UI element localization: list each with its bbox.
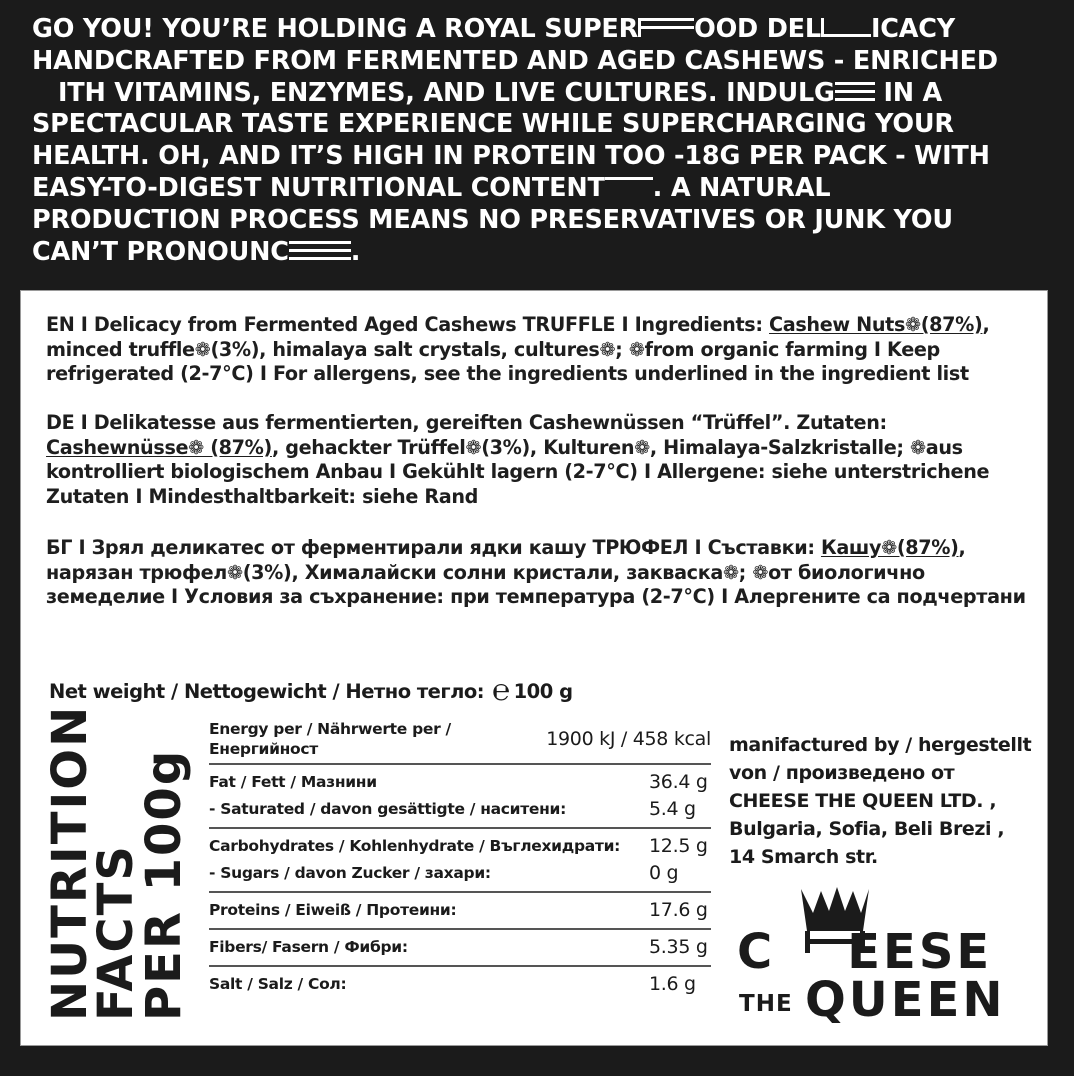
manufacturer-address: 14 Smarch str. [729, 846, 878, 868]
nutrient-label: - Saturated / davon gesättigte / наситени: [209, 800, 566, 818]
net-weight-label: Net weight / Nettogewicht / Нетно тегло: [49, 680, 485, 703]
title-nutrition: NUTRITION [42, 704, 98, 1021]
slogan-text: IN A [874, 77, 943, 108]
nutrition-group-fat [209, 765, 711, 829]
slogan-text: OOD DEL [694, 14, 821, 44]
missing-w-glyph-icon [32, 82, 58, 101]
nutrient-value: 12.5 g [649, 835, 708, 857]
nutrition-group-energy [209, 715, 711, 765]
nutrition-row [209, 934, 711, 961]
nutrient-value: 17.6 g [649, 899, 708, 921]
stripe-l-glyph-icon [821, 18, 871, 37]
energy-value: 1900 kJ / 458 kcal [546, 727, 711, 750]
energy-label-line: Energy per / Nährwerte per / [209, 720, 451, 738]
stripe-t-glyph-icon [605, 177, 653, 196]
manufacturer-info [729, 731, 1039, 871]
logo-word-cheese: C EESE [737, 924, 993, 980]
nutrition-row [209, 860, 711, 887]
ingredients-de [46, 411, 1036, 509]
nutrient-label: - Sugars / davon Zucker / захари: [209, 864, 491, 882]
ingredients-de-rest: , gehackter Trüffel❁(3%), Kulturen❁, Himalaya-Salzkristalle; ❁aus kontrolliert biologischem Anbau I Gekühlt lagern (2-7°C) I Allergene: siehe unterstrichene Zutaten I Mindesthaltbarkeit: siehe Rand [46, 435, 990, 508]
nutrition-group-carbs [209, 829, 711, 893]
ingredients-en-rest: , minced truffle❁(3%), himalaya salt crystals, cultures❁; ❁from organic farming I Keep refrigerated (2-7°C) I For allergens, see the ingredients underlined in the ingredient list [46, 313, 990, 386]
slogan-line-8 [32, 237, 1052, 269]
nutrient-label: Fibers/ Fasern / Фибри: [209, 938, 408, 956]
nutrition-table [209, 715, 711, 1002]
net-weight [49, 673, 573, 708]
allergen-underlined: Cashewnüsse❁ (87%) [46, 435, 272, 459]
title-facts: FACTS [88, 844, 144, 1021]
ingredients-bg-intro: БГ I Зрял деликатес от ферментирали ядки кашу ТРЮФЕЛ I Съставки: [46, 536, 821, 559]
nutrient-value: 5.35 g [649, 936, 708, 958]
nutrient-label: Fat / Fett / Мазнини [209, 773, 377, 791]
cheese-the-queen-logo [737, 881, 1007, 1028]
net-weight-value: 100 g [513, 680, 573, 703]
nutrition-row [209, 971, 711, 998]
slogan-text: EASY-TO-DIGEST NUTRITIONAL CONTENT [32, 172, 605, 203]
allergen-underlined: Cashew Nuts❁(87%) [769, 313, 983, 336]
stripe-e-glyph-icon [289, 241, 351, 260]
nutrition-group-salt [209, 967, 711, 1002]
stripe-f-glyph-icon [638, 18, 694, 37]
energy-label-line: Енергийност [209, 740, 318, 758]
slogan-line-1 [32, 14, 1052, 46]
nutrient-value: 36.4 g [649, 771, 708, 793]
nutrition-group-protein [209, 893, 711, 930]
manufacturer-line: manifactured by / hergestellt [729, 734, 1032, 756]
manufacturer-address: Bulgaria, Sofia, Beli Brezi , [729, 818, 1005, 840]
slogan-text: . A NATURAL [652, 172, 831, 203]
title-per-100g: PER 100g [136, 748, 192, 1021]
slogan-line-6 [32, 173, 1052, 205]
slogan-line-4: SPECTACULAR TASTE EXPERIENCE WHILE SUPERCHARGING YOUR [32, 109, 954, 140]
slogan-line-5: HEALTH. OH, AND IT’S HIGH IN PROTEIN TOO -18G PER PACK - WITH [32, 141, 990, 172]
nutrient-label: Proteins / Eiweiß / Протеини: [209, 901, 457, 919]
nutrition-group-fiber [209, 930, 711, 967]
manufacturer-name: CHEESE THE QUEEN LTD. , [729, 790, 997, 812]
nutrient-value: 5.4 g [649, 798, 696, 820]
label-panel [20, 290, 1048, 1046]
ingredients-bg [46, 536, 1036, 610]
nutrient-label: Salt / Salz / Сол: [209, 975, 347, 993]
nutrition-facts-title [42, 704, 197, 1021]
ingredients-en-intro: EN I Delicacy from Fermented Aged Cashews TRUFFLE I Ingredients: [46, 313, 770, 336]
nutrition-row [209, 796, 711, 823]
ingredients-en [46, 313, 1036, 387]
nutrition-row [209, 833, 711, 860]
slogan-line-3 [32, 78, 1052, 110]
allergen-underlined: Кашу❁(87%) [820, 536, 959, 559]
nutrition-row-energy [209, 719, 711, 759]
nutrient-label: Carbohydrates / Kohlenhydrate / Въглехидрати: [209, 837, 621, 855]
slogan-text: . [350, 236, 361, 267]
energy-label [209, 719, 451, 759]
slogan-text: GO YOU! YOU’RE HOLDING A ROYAL SUPER [32, 14, 639, 44]
slogan-text: ICACY [870, 14, 956, 44]
slogan-line-7: PRODUCTION PROCESS MEANS NO PRESERVATIVES OR JUNK YOU [32, 204, 953, 235]
logo-word-queen: QUEEN [805, 972, 1006, 1028]
ingredients-de-intro: DE I Delikatesse aus fermentierten, gereiften Cashewnüssen “Trüffel”. Zutaten: [46, 411, 887, 434]
slogan-text: ITH VITAMINS, ENZYMES, AND LIVE CULTURES. INDULG [58, 77, 835, 108]
manufacturer-line: von / произведено от [729, 762, 955, 784]
nutrition-row [209, 769, 711, 796]
nutrient-value: 0 g [649, 862, 679, 884]
slogan-line-2: HANDCRAFTED FROM FERMENTED AND AGED CASHEWS - ENRICHED [32, 45, 998, 76]
nutrient-value: 1.6 g [649, 973, 696, 995]
ingredients-bg-rest: , нарязан трюфел❁(3%), Хималайски солни кристали, закваска❁; ❁от биологично земеделие I Условия за съхранение: при температура (2-7°C) I Алергените са подчертани [46, 536, 1026, 609]
slogan-text: CAN’T PRONOUNC [32, 236, 289, 267]
estimated-sign-icon: ℮ [492, 673, 510, 708]
slogan-header [32, 14, 1052, 268]
logo-word-the: THE [739, 991, 793, 1017]
nutrition-row [209, 897, 711, 924]
stripe-e-glyph-icon [835, 82, 875, 101]
